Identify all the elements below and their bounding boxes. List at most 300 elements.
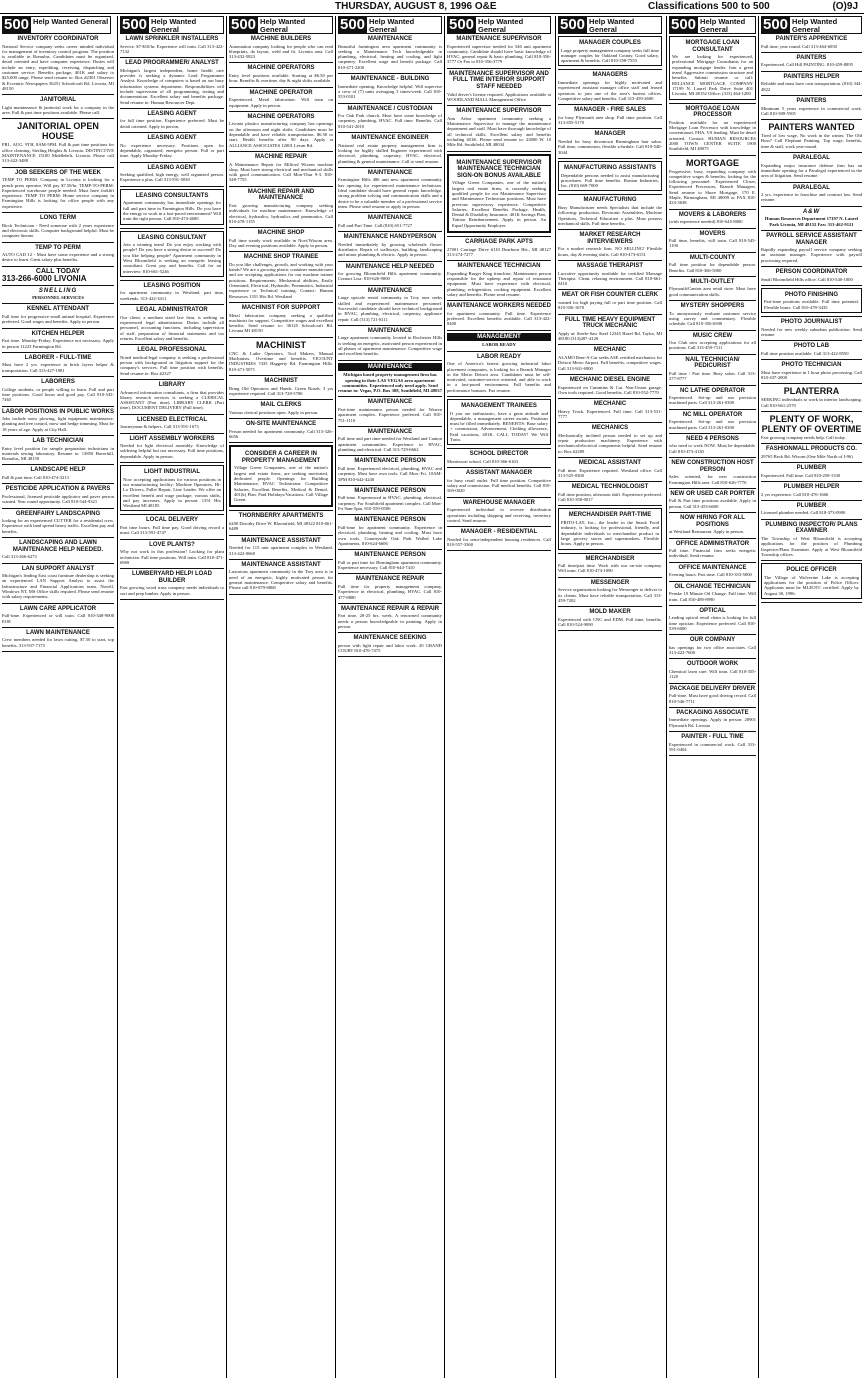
classified-ad bbox=[229, 513, 333, 531]
ad-divider bbox=[2, 212, 114, 213]
ad-title: MAINTENANCE ENGINEER bbox=[351, 135, 429, 142]
ad-divider bbox=[229, 535, 333, 536]
classified-ad bbox=[2, 630, 114, 648]
classified-ad bbox=[338, 234, 442, 257]
ad-body: We are looking for experienced, professional Mortgage Consultants for an expanding mortgage lender. Join a great team! Aggressive commission structure and benefits. Submit resume or call: RELIANCE MORTGAGE COMPANY 17199 N. Laurel Park Drive Suite 401 Livonia, MI 48152 Office: (313) 464-1200 bbox=[672, 54, 753, 97]
ad-divider bbox=[2, 435, 114, 436]
classified-ad bbox=[120, 347, 224, 376]
classified-ad bbox=[558, 161, 662, 191]
ad-title: MACHINE OPERATORS bbox=[247, 65, 315, 72]
ad-divider bbox=[669, 276, 756, 277]
ad-divider bbox=[558, 422, 662, 423]
classified-ad bbox=[229, 445, 333, 507]
classified-ad bbox=[2, 486, 114, 504]
ad-body: Village Green Companies, one of the nation's largest real estate firms, is currently seeking qualified people for our Maintenance Supervisor and Maintenance Technician positions. Must have previous supervisory experience. Competitive Salaries, Excellent Benefits Package, Health, Dental & Disability Insurance, 401K Savings Plan, Tuition Reimbursement. Apply in person. An Equal Opportunity Employer. bbox=[452, 180, 546, 228]
classified-ad bbox=[338, 106, 442, 129]
ad-divider bbox=[558, 553, 662, 554]
classified-ad bbox=[338, 635, 442, 653]
classified-ad bbox=[447, 451, 551, 464]
classified-ad bbox=[558, 425, 662, 454]
classified-ad bbox=[761, 503, 862, 516]
section-header bbox=[669, 16, 756, 34]
section-label: Help Wanted General bbox=[149, 16, 224, 34]
classified-ad bbox=[2, 288, 114, 301]
ad-body: FRI., AUG. 9TH, 8AM-5PM. Full & part time positions for office cleaning. Sterling Heights & Livonia. DISTINCTIVE MAINTENANCE 15100 Middlebelt, Livonia. Please call 313-422-3480 bbox=[2, 142, 114, 164]
ad-body: Now accepting applications for various positions in our manufacturing facility: Machine Operators, Hi-Lo Drivers, Pallet Repair, Line Leader. We offer an excellent benefit and wage package, various shifts, and pay increases. Apply in person: 1351 Hix Westland MI 48185 bbox=[123, 476, 221, 509]
column-rule bbox=[117, 16, 118, 1378]
ad-divider bbox=[338, 325, 442, 326]
classified-ad bbox=[229, 378, 333, 396]
ad-title: LUMBERYARD HELP/ LOAD BUILDER bbox=[132, 571, 212, 584]
ad-body: Ann Arbor apartment community seeking a Maintenance Supervisor to manage the maintenance department and staff. Must have thorough knowledge of all technical skills. Excellent salary and benefits including 401K. Please send resume to: 23800 W. 10 Mile Rd. Southfield, MI 48034 bbox=[447, 115, 551, 148]
ad-divider bbox=[669, 385, 756, 386]
classified-ad bbox=[761, 446, 862, 459]
section-number: 500 bbox=[449, 16, 475, 33]
classified-ad bbox=[669, 608, 756, 631]
ad-title: MEDICAL TECHNOLOGIST bbox=[571, 484, 649, 491]
ad-divider bbox=[669, 512, 756, 513]
ad-title: LEGAL ADMINISTRATOR bbox=[136, 307, 208, 314]
ad-body: Full and Part Time. Call (810) 651-7727 bbox=[338, 222, 413, 228]
ad-title: PAINTER'S APPRENTICE bbox=[775, 36, 848, 42]
ad-body: Various clerical positions open. Apply in person. bbox=[229, 409, 319, 415]
classified-ad bbox=[558, 72, 662, 101]
ad-title: MERCHANDISER bbox=[585, 555, 635, 562]
classified-ad bbox=[761, 122, 862, 149]
ad-title: PARALEGAL bbox=[793, 184, 830, 191]
ad-body: Bring Old Operators and Hands. Green Roads. 3 yrs experience required. Call 313-728-5700 bbox=[229, 385, 333, 396]
ad-title: LICENSED ELECTRICAL bbox=[136, 416, 207, 423]
ad-divider bbox=[669, 683, 756, 684]
ad-divider bbox=[558, 457, 662, 458]
ad-body: Experienced. Set-up and run precision machined parts. Call 313-261-0300 bbox=[669, 419, 756, 430]
ad-body: Experienced individual to oversee distribution operations including shipping and receiving, inventory control. Send resume. bbox=[447, 507, 551, 523]
ad-body: Advanced information consultants, a firm that provides library research services is seeking a CLERICAL ASSISTANT (Part time). LIBRARY CLERK (Part time). DOCUMENT DELIVERY (Full time). bbox=[120, 389, 224, 411]
ad-title: WAREHOUSE MANAGER bbox=[462, 499, 535, 506]
ad-body: ALAMO Rent-A-Car seeks ASE certified mechanics for Detroit Metro Airport. Full benefits, competitive wages. Call 313-941-6900 bbox=[558, 355, 662, 371]
ad-body: Experienced supervisor needed for 546 unit apartment community. Candidate should have basic knowledge of HVAC, general repair & basic plumbing. Call 810-356-3777 Or Fax to 810-356-3779 bbox=[447, 43, 551, 65]
ad-title: LEASING AGENT bbox=[147, 164, 197, 171]
ad-title: SNELLING bbox=[38, 287, 78, 294]
classified-ad bbox=[669, 565, 756, 578]
classified-ad bbox=[338, 552, 442, 570]
ad-body: Why not work in this profession! Looking for plant technician. Full time positions. Will train. Call 810-471-6969 bbox=[120, 549, 224, 565]
classified-ad bbox=[761, 155, 862, 178]
classified-column bbox=[761, 16, 862, 1378]
section-number: 500 bbox=[671, 16, 697, 33]
ad-divider bbox=[558, 344, 662, 345]
ad-title: ON-SITE MAINTENANCE bbox=[245, 421, 317, 427]
classified-ad bbox=[338, 576, 442, 599]
ad-body: Expanding Burger King franchise, Maintenance person responsible for the upkeep and repair of restaurant equipment. Must have experience with electrical, plumbing, refrigeration, cooking equipment. Excellent salary and benefits. Please send resume. bbox=[447, 270, 551, 297]
ad-title: LAN SUPPORT ANALYST bbox=[21, 565, 95, 572]
ad-body: Person needed for apartment community. Call 313-326-6656 bbox=[229, 428, 333, 439]
ad-body: Light maintenance & janitorial work for a company in the area. Full & part time positions available. Please call. bbox=[2, 104, 114, 116]
ad-divider bbox=[558, 104, 662, 105]
section-label: Help Wanted General bbox=[476, 16, 551, 34]
classified-ad bbox=[2, 331, 114, 349]
ad-title: MOVERS bbox=[699, 230, 726, 237]
classified-ad bbox=[229, 90, 333, 108]
ad-title: LEASING CONSULTANT bbox=[137, 234, 207, 241]
ad-title: MUSIC CREW bbox=[692, 332, 733, 339]
ad-body: Full time position available. Call 313-422-8550 bbox=[761, 350, 849, 356]
ad-divider bbox=[2, 563, 114, 564]
ad-title: FASHIONMALL PRODUCTS CO. bbox=[766, 446, 857, 453]
ad-divider bbox=[2, 376, 114, 377]
column-rule bbox=[555, 16, 556, 1378]
classified-ad bbox=[2, 245, 114, 263]
ad-body: No experience necessary. Positions open for dependable, organized, energetic person. Full or part time. Apply Monday-Friday. bbox=[120, 142, 224, 159]
ad-divider bbox=[761, 285, 862, 286]
ad-body: Valid driver's license required. Applications available at WOODLAND MALL Management Office bbox=[447, 91, 551, 102]
ad-divider bbox=[669, 731, 756, 732]
ad-divider bbox=[761, 95, 862, 96]
ad-title: MAINTENANCE - BUILDING bbox=[350, 76, 430, 83]
ad-divider bbox=[2, 627, 114, 628]
ad-title: MECHANIC DIESEL ENGINE bbox=[569, 376, 651, 383]
ad-title: LIGHT INDUSTRIAL bbox=[144, 469, 200, 476]
section-label: Help Wanted General bbox=[367, 16, 442, 34]
ad-title: MARKET RESEARCH INTERVIEWERS bbox=[579, 232, 641, 245]
ad-title: JANITORIAL bbox=[40, 97, 76, 104]
ad-body: TEMP TO PERM. Company in Livonia is looking for a punch press operator. Will pay $7.50/hr. TEMP-TO-PERM: Experienced warehouse people needed. Must have forklift experience. TEMP TO PERM: Home service company in Farmington Hills is looking for office people with any experience. bbox=[2, 177, 114, 209]
classified-ad bbox=[761, 319, 862, 337]
classified-ad bbox=[2, 269, 114, 282]
ad-body: Full or part time for Birmingham apartment community. Experience necessary. Call 810-644-7410 bbox=[338, 559, 442, 571]
ad-body: Full time position for dependable person. Benefits. Call 810-366-5000 bbox=[669, 262, 756, 273]
classified-ad bbox=[447, 239, 551, 257]
ad-title: MECHANIC bbox=[593, 401, 627, 408]
classified-ad bbox=[2, 606, 114, 624]
ad-divider bbox=[120, 162, 224, 163]
ad-divider bbox=[338, 573, 442, 574]
ad-divider bbox=[761, 52, 862, 53]
ad-body: 2 yrs. experience in franchise and contract law. Send resume. bbox=[761, 192, 862, 203]
ad-body: Immediate openings for highly motivated and experienced assistant manager office staff and leased operators to join one of the area's busiest offices. Competitive salary and benefits. Call 313-459-2600 bbox=[558, 80, 662, 101]
ad-title: MACHINE REPAIR AND MAINTENANCE bbox=[247, 188, 315, 202]
ad-body: Entry level position for sample preparation technicians in materials testing laboratory. Resume to: 13850 Haverhill, Romulus, MI 48150 bbox=[2, 445, 114, 462]
ad-divider bbox=[447, 236, 551, 237]
ad-divider bbox=[2, 266, 114, 267]
ad-divider bbox=[229, 442, 333, 443]
ad-body: Needed for new weekly suburban publication. Send resume. bbox=[761, 326, 862, 337]
ad-body: Large property management company seeks full time manager couples for Oakland County. Good salary, apartment & benefits. Call 810-358-7553 bbox=[561, 47, 659, 64]
ad-divider bbox=[338, 360, 442, 361]
classified-ad bbox=[2, 467, 114, 480]
ad-divider bbox=[338, 285, 442, 286]
ad-divider bbox=[229, 251, 333, 252]
classified-ad bbox=[338, 170, 442, 209]
ad-title: LANDSCAPING AND LAWN MAINTENANCE HELP NEEDED. bbox=[12, 540, 104, 553]
ad-body: Michigan based property management firm has opening in their LAS VEGAS area apartment communities. Experienced only need apply. Send resume to: Vegas, P.O. Box 308, Southfield, MI 48037 bbox=[338, 372, 442, 394]
ad-title: LAWN SPRINKLER INSTALLERS bbox=[125, 36, 219, 42]
ad-body: Position available for an experienced Mortgage Loan Processor with knowledge in conventional, FHA, VA lending. Must be detail oriented. Contact: HUMAN RESOURCES 2000 TOWN CENTER SUITE 1900 Southfield, MI 48075 bbox=[669, 119, 756, 152]
classified-ad bbox=[120, 111, 224, 129]
classified-ad bbox=[669, 158, 756, 206]
classified-ad bbox=[229, 114, 333, 148]
ad-body: Apartment community has immediate openings for full and part time in Farmington Hills. Do you have the energy to work in a fast-paced environment? Will train the right person. Call 810-474-4600 bbox=[123, 200, 221, 222]
ad-divider bbox=[338, 132, 442, 133]
ad-title: LEASING POSITION bbox=[143, 282, 201, 289]
ad-body: Seeking qualified, high energy, well organized person. Experience a plus. Call 313-591-5030 bbox=[120, 172, 224, 183]
classified-ad bbox=[120, 417, 224, 430]
ad-divider bbox=[761, 560, 862, 561]
section-number: 500 bbox=[4, 16, 30, 33]
ad-body: 313-266-6000 LIVONIA bbox=[2, 274, 87, 284]
ad-body: Noted medical/legal company is seeking a professional person with background in litigation support for the company's services. Full time position with benefits. Send resume to: Box #2327 bbox=[120, 354, 224, 376]
classified-ad bbox=[2, 36, 114, 91]
ad-body: Professional, licensed pesticide applicator and paver person wanted. Year round opportunity. Call 810-544-9321 bbox=[2, 493, 114, 505]
ad-divider bbox=[447, 330, 551, 331]
ad-title: MANAGER - RESIDENTIAL bbox=[460, 529, 538, 536]
ad-divider bbox=[558, 229, 662, 230]
ad-divider bbox=[447, 105, 551, 106]
ad-divider bbox=[558, 69, 662, 70]
ad-body: for busy Plymouth area shop. Full time position. Call 313-455-5170 bbox=[558, 114, 662, 126]
ad-body: Full time / Part time. Busy salon. Call 313-277-8777 bbox=[669, 370, 756, 382]
ad-divider bbox=[761, 602, 862, 603]
classified-ad bbox=[761, 484, 862, 497]
ad-title: LEASING AGENT bbox=[147, 135, 197, 142]
masthead bbox=[0, 0, 864, 14]
section-header bbox=[229, 16, 333, 34]
classified-ad bbox=[447, 529, 551, 547]
classified-ad bbox=[2, 170, 114, 209]
classified-ad bbox=[229, 421, 333, 439]
ad-divider bbox=[669, 707, 756, 708]
ad-body: CNC & Lathe Operators, Tool Makers, Manual Machinists. Overtime and benefits. VICOUNT INDUSTRIES 7435 Haggerty Rd. Farmington Hills. 810-471-5071 bbox=[229, 350, 333, 372]
ad-title: LIBRARY bbox=[158, 381, 186, 388]
ad-body: The Village of Wolverine Lake is accepting applications for the position of Police Officer. Applicants must be MLEOTC certified. Apply by August 30, 1996. bbox=[764, 574, 859, 596]
ad-title: PACKAGE DELIVERY DRIVER bbox=[669, 685, 756, 692]
ad-divider bbox=[669, 252, 756, 253]
ad-body: Progressive, busy, expanding company with competitive wages & benefits, looking for the following personnel: Experienced Closer, Experienced Processors, Branch Managers. Send resume to Shore Mortgage, 170 E. Maple, Birmingham, MI 48009 or FAX 810-433-3638 bbox=[669, 168, 756, 206]
classified-ad bbox=[229, 230, 333, 248]
classified-column bbox=[338, 16, 442, 1378]
ad-body: Full & part time. Call 810-474-3213 bbox=[2, 475, 69, 481]
ad-body: Luxurious apartment community in the Troy area is in need of an energetic, highly motivated person for general maintenance. Competitive salary and benefits. Please call 810-879-6868 bbox=[229, 569, 333, 591]
ad-title: MACHINE SHOP TRAINEE bbox=[243, 254, 319, 261]
ad-title: MAINTENANCE TECHNICIAN bbox=[457, 263, 541, 270]
ad-divider bbox=[761, 119, 862, 120]
ad-divider bbox=[761, 462, 862, 463]
ad-divider bbox=[229, 111, 333, 112]
ad-divider bbox=[2, 167, 114, 168]
ad-title: MACHINE REPAIR bbox=[255, 153, 307, 160]
classified-ad bbox=[558, 377, 662, 395]
column-rule bbox=[444, 16, 445, 1378]
ad-title: PACKAGING ASSOCIATE bbox=[676, 709, 749, 716]
ad-divider bbox=[120, 433, 224, 434]
ad-divider bbox=[120, 414, 224, 415]
ad-body: Montessori school. Call 810-366-6163 bbox=[447, 458, 518, 464]
ad-divider bbox=[761, 316, 862, 317]
ad-body: Livonia plastics manufacturing company has openings on the afternoon and night shifts. Candidates must be dependable and have reliable transportation. $6.50 to start. Health benefits after 90 days. Apply at ALLIANCE ASSOCIATES 12001 Levan Rd. bbox=[229, 121, 333, 148]
ad-body: has openings for two office associates. Call 313-422-7600 bbox=[669, 644, 756, 656]
ad-divider bbox=[669, 488, 756, 489]
ad-body: Part-time maintenance person needed for Warren apartment complex. Experience preferred. Call 810-751-1110 bbox=[338, 407, 442, 423]
ad-title: CARRIAGE PARK APTS bbox=[465, 238, 533, 245]
ad-body: Needed immediately by growing wholesale flower distributor. Repair of walkways, building, landscaping and minor plumbing & electric. Apply in person. bbox=[338, 241, 442, 258]
ad-divider bbox=[2, 508, 114, 509]
ad-divider bbox=[229, 186, 333, 187]
ad-divider bbox=[447, 396, 551, 397]
ad-title: MANAGER bbox=[594, 131, 626, 138]
ad-title: MAINTENANCE / CUSTODIAN bbox=[347, 105, 433, 112]
classified-ad bbox=[669, 491, 756, 509]
classified-ad bbox=[447, 71, 551, 102]
ad-title: MANAGER COUPLES bbox=[579, 40, 641, 46]
ad-title: SCHOOL DIRECTOR bbox=[469, 451, 529, 458]
ad-title: MYSTERY SHOPPERS bbox=[680, 303, 745, 310]
classified-ad bbox=[669, 734, 756, 752]
ad-body: Full time. Experience required. Westland office. Call 313-525-0300 bbox=[558, 467, 662, 478]
ad-body: Experienced. Full time. Call 810-258-1530 bbox=[761, 472, 841, 478]
ad-divider bbox=[669, 228, 756, 229]
ad-body: To anonymously evaluate customer service using survey and commentary. Flexible schedule. Call 810-356-6500 bbox=[669, 310, 756, 327]
classified-ad bbox=[2, 566, 114, 600]
ad-divider bbox=[669, 755, 756, 756]
ad-body: Needed for 115 unit apartment complex in Westland. 313-422-0660 bbox=[229, 545, 333, 556]
ad-title: PHOTO TECHNICIAN bbox=[781, 362, 842, 369]
ad-divider bbox=[761, 519, 862, 520]
ad-body: LABOR READY bbox=[482, 342, 516, 348]
classified-ad bbox=[338, 135, 442, 164]
ad-divider bbox=[447, 467, 551, 468]
classified-ad bbox=[558, 292, 662, 310]
ad-divider bbox=[338, 73, 442, 74]
ad-divider bbox=[229, 227, 333, 228]
ad-title: LEASING AGENT bbox=[147, 110, 197, 117]
ad-body: Dependable persons needed to assist manufacturing procedures. Full time benefits. Ronian Industries, Inc. (810) 669-7000 bbox=[561, 172, 659, 189]
ad-divider bbox=[338, 261, 442, 262]
classified-ad bbox=[229, 189, 333, 224]
ad-title: MANAGEMENT bbox=[447, 333, 551, 342]
ad-divider bbox=[229, 375, 333, 376]
ad-divider bbox=[338, 485, 442, 486]
ad-title: PHOTO LAB bbox=[793, 343, 830, 350]
ad-title: PARALEGAL bbox=[793, 155, 830, 162]
ad-title: GREENFAIRY LANDSCAPING bbox=[15, 510, 101, 517]
classified-ad bbox=[338, 429, 442, 452]
classified-ad bbox=[120, 307, 224, 341]
ad-body: The Township of West Bloomfield is accepting applications for the position of Plumbing Inspector/Plans Examiner. Apply at West Bloomfield Township offices. bbox=[761, 535, 862, 557]
classified-ad bbox=[761, 288, 862, 313]
ad-title: MORTGAGE LOAN PROCESSOR bbox=[685, 105, 740, 119]
ad-divider bbox=[669, 581, 756, 582]
classified-ad bbox=[229, 538, 333, 556]
ad-divider bbox=[669, 409, 756, 410]
classified-ad bbox=[338, 488, 442, 511]
ad-divider bbox=[761, 443, 862, 444]
ad-title: MAINTENANCE PERSON bbox=[354, 552, 426, 559]
classified-ad bbox=[447, 500, 551, 523]
ad-body: (with experience needed) 810-645-8000 bbox=[669, 219, 743, 225]
ad-body: Our Club now accepting applications for all positions. Call 313-459-7111 bbox=[669, 340, 756, 351]
classified-ad bbox=[2, 438, 114, 461]
ad-divider bbox=[229, 418, 333, 419]
ad-body: Plymouth/Canton area retail store. Must have good communication skills. bbox=[669, 286, 756, 297]
classified-ad bbox=[338, 328, 442, 357]
ad-title: MERCHANDISER PART-TIME bbox=[568, 512, 652, 519]
ad-body: person with light repair and labor work. 20 GRAND COURT 810-476-7475 bbox=[338, 642, 442, 654]
ad-body: Part-time positions available. Full time potential. Flexible hours. Call 810-478-3435 bbox=[764, 299, 859, 310]
section-label: Help Wanted General bbox=[258, 16, 333, 34]
ad-title: TEMP TO PERM bbox=[35, 244, 81, 251]
ad-body: PERSONNEL SERVICES bbox=[32, 295, 84, 301]
ad-title: CALL TODAY bbox=[35, 267, 81, 275]
ad-title: MAINTENANCE bbox=[367, 215, 413, 222]
classified-ad bbox=[669, 661, 756, 679]
ad-divider bbox=[229, 337, 333, 338]
ad-title: PAINTERS HELPER bbox=[783, 73, 840, 80]
classified-ad bbox=[761, 74, 862, 92]
ad-body: Part time, 20-25 hrs. week. A renowned community needs a person knowledgeable in painting. Apply in person. bbox=[338, 613, 442, 629]
classified-column bbox=[447, 16, 551, 1378]
ad-title: MAINTENANCE bbox=[367, 169, 413, 176]
classified-ad bbox=[669, 106, 756, 152]
classified-ad bbox=[558, 401, 662, 419]
classified-ad bbox=[761, 386, 862, 408]
section-header bbox=[120, 16, 224, 34]
classified-ad bbox=[338, 288, 442, 322]
ad-divider bbox=[120, 57, 224, 58]
ad-body: Full time/part time. Work with our on-site company. Will train. Call 810-474-1090 bbox=[558, 563, 662, 574]
column-rule bbox=[758, 16, 759, 1378]
ad-divider bbox=[2, 603, 114, 604]
ad-title: MACHINIST FOR SUPPORT bbox=[241, 304, 321, 311]
ad-divider bbox=[761, 340, 862, 341]
ad-divider bbox=[338, 514, 442, 515]
ad-title: LEASING CONSULTANTS bbox=[135, 192, 209, 199]
ad-body: Busy Manufacturer needs Specialists that include the following: production, Electronic Assemblers, Machine Operators, Technical Education a plus. Must possess mechanical skills. Full time benefits. bbox=[558, 205, 662, 226]
ad-title: MAINTENANCE REPAIR bbox=[355, 576, 425, 583]
ad-body: Experienced on Cummins & Cat. Non-Union garage. Own tools required. Good benefits. Call 810-552-7770 bbox=[558, 384, 662, 395]
ad-divider bbox=[338, 167, 442, 168]
ad-body: wanted for high paying full or part time position. Call 810-356-1670 bbox=[558, 300, 662, 311]
ad-title: KENNEL ATTENDANT bbox=[26, 306, 90, 313]
classified-ad bbox=[669, 357, 756, 382]
ad-body: for apartment community in Westland, part time, weekends. 313-422-3411 bbox=[120, 290, 224, 301]
classified-ad bbox=[120, 436, 224, 459]
ad-title: LABOR POSITIONS IN PUBLIC WORKS bbox=[2, 408, 114, 415]
classified-ad bbox=[120, 60, 224, 105]
classified-ad bbox=[669, 279, 756, 297]
ad-title: MULTI-OUTLET bbox=[690, 278, 735, 285]
ad-body: 27001 Carriage Drive #110 Dearborn Hts., MI 48127 313-274-7277 bbox=[447, 246, 551, 257]
ad-divider bbox=[558, 505, 662, 506]
ad-divider bbox=[338, 455, 442, 456]
ad-body: Full time. Experienced electrical, plumbing, HVAC and carpentry. Must have own tools. Call Mon.-Fri. 10AM-5PM 810-642-4240 bbox=[338, 465, 442, 482]
ad-body: 6200 Dorothy Drive W. Bloomfield, MI 48322 810-661-6489 bbox=[229, 521, 333, 532]
ad-title: LABORERS bbox=[41, 379, 75, 386]
ad-divider bbox=[669, 103, 756, 104]
ad-body: AUTO CAD 12 - Must have some experience and a strong desire to learn. Great salary plus benefits. bbox=[2, 252, 114, 263]
ad-body: Minimum 5 years experience in commercial work. Call 810-588-5505 bbox=[761, 105, 862, 116]
section-header bbox=[2, 16, 114, 34]
classified-column bbox=[669, 16, 756, 1378]
ad-title: MAINTENANCE HELP NEEDED bbox=[345, 263, 435, 270]
ad-divider bbox=[338, 632, 442, 633]
ad-body: Mechanically inclined person needed to set up and repair production machinery. Experience with mechanical/electrical components helpful. Send resume to: Box #2289 bbox=[558, 432, 662, 454]
ad-divider bbox=[558, 194, 662, 195]
ad-divider bbox=[669, 300, 756, 301]
classified-ad bbox=[120, 382, 224, 411]
classified-ad bbox=[761, 414, 862, 440]
ad-title: THORNBERRY APARTMENTS bbox=[238, 513, 324, 520]
ad-body: for growing Bloomfield Hills apartment community. Contact Lisa: 810-626-9000 bbox=[338, 271, 442, 282]
